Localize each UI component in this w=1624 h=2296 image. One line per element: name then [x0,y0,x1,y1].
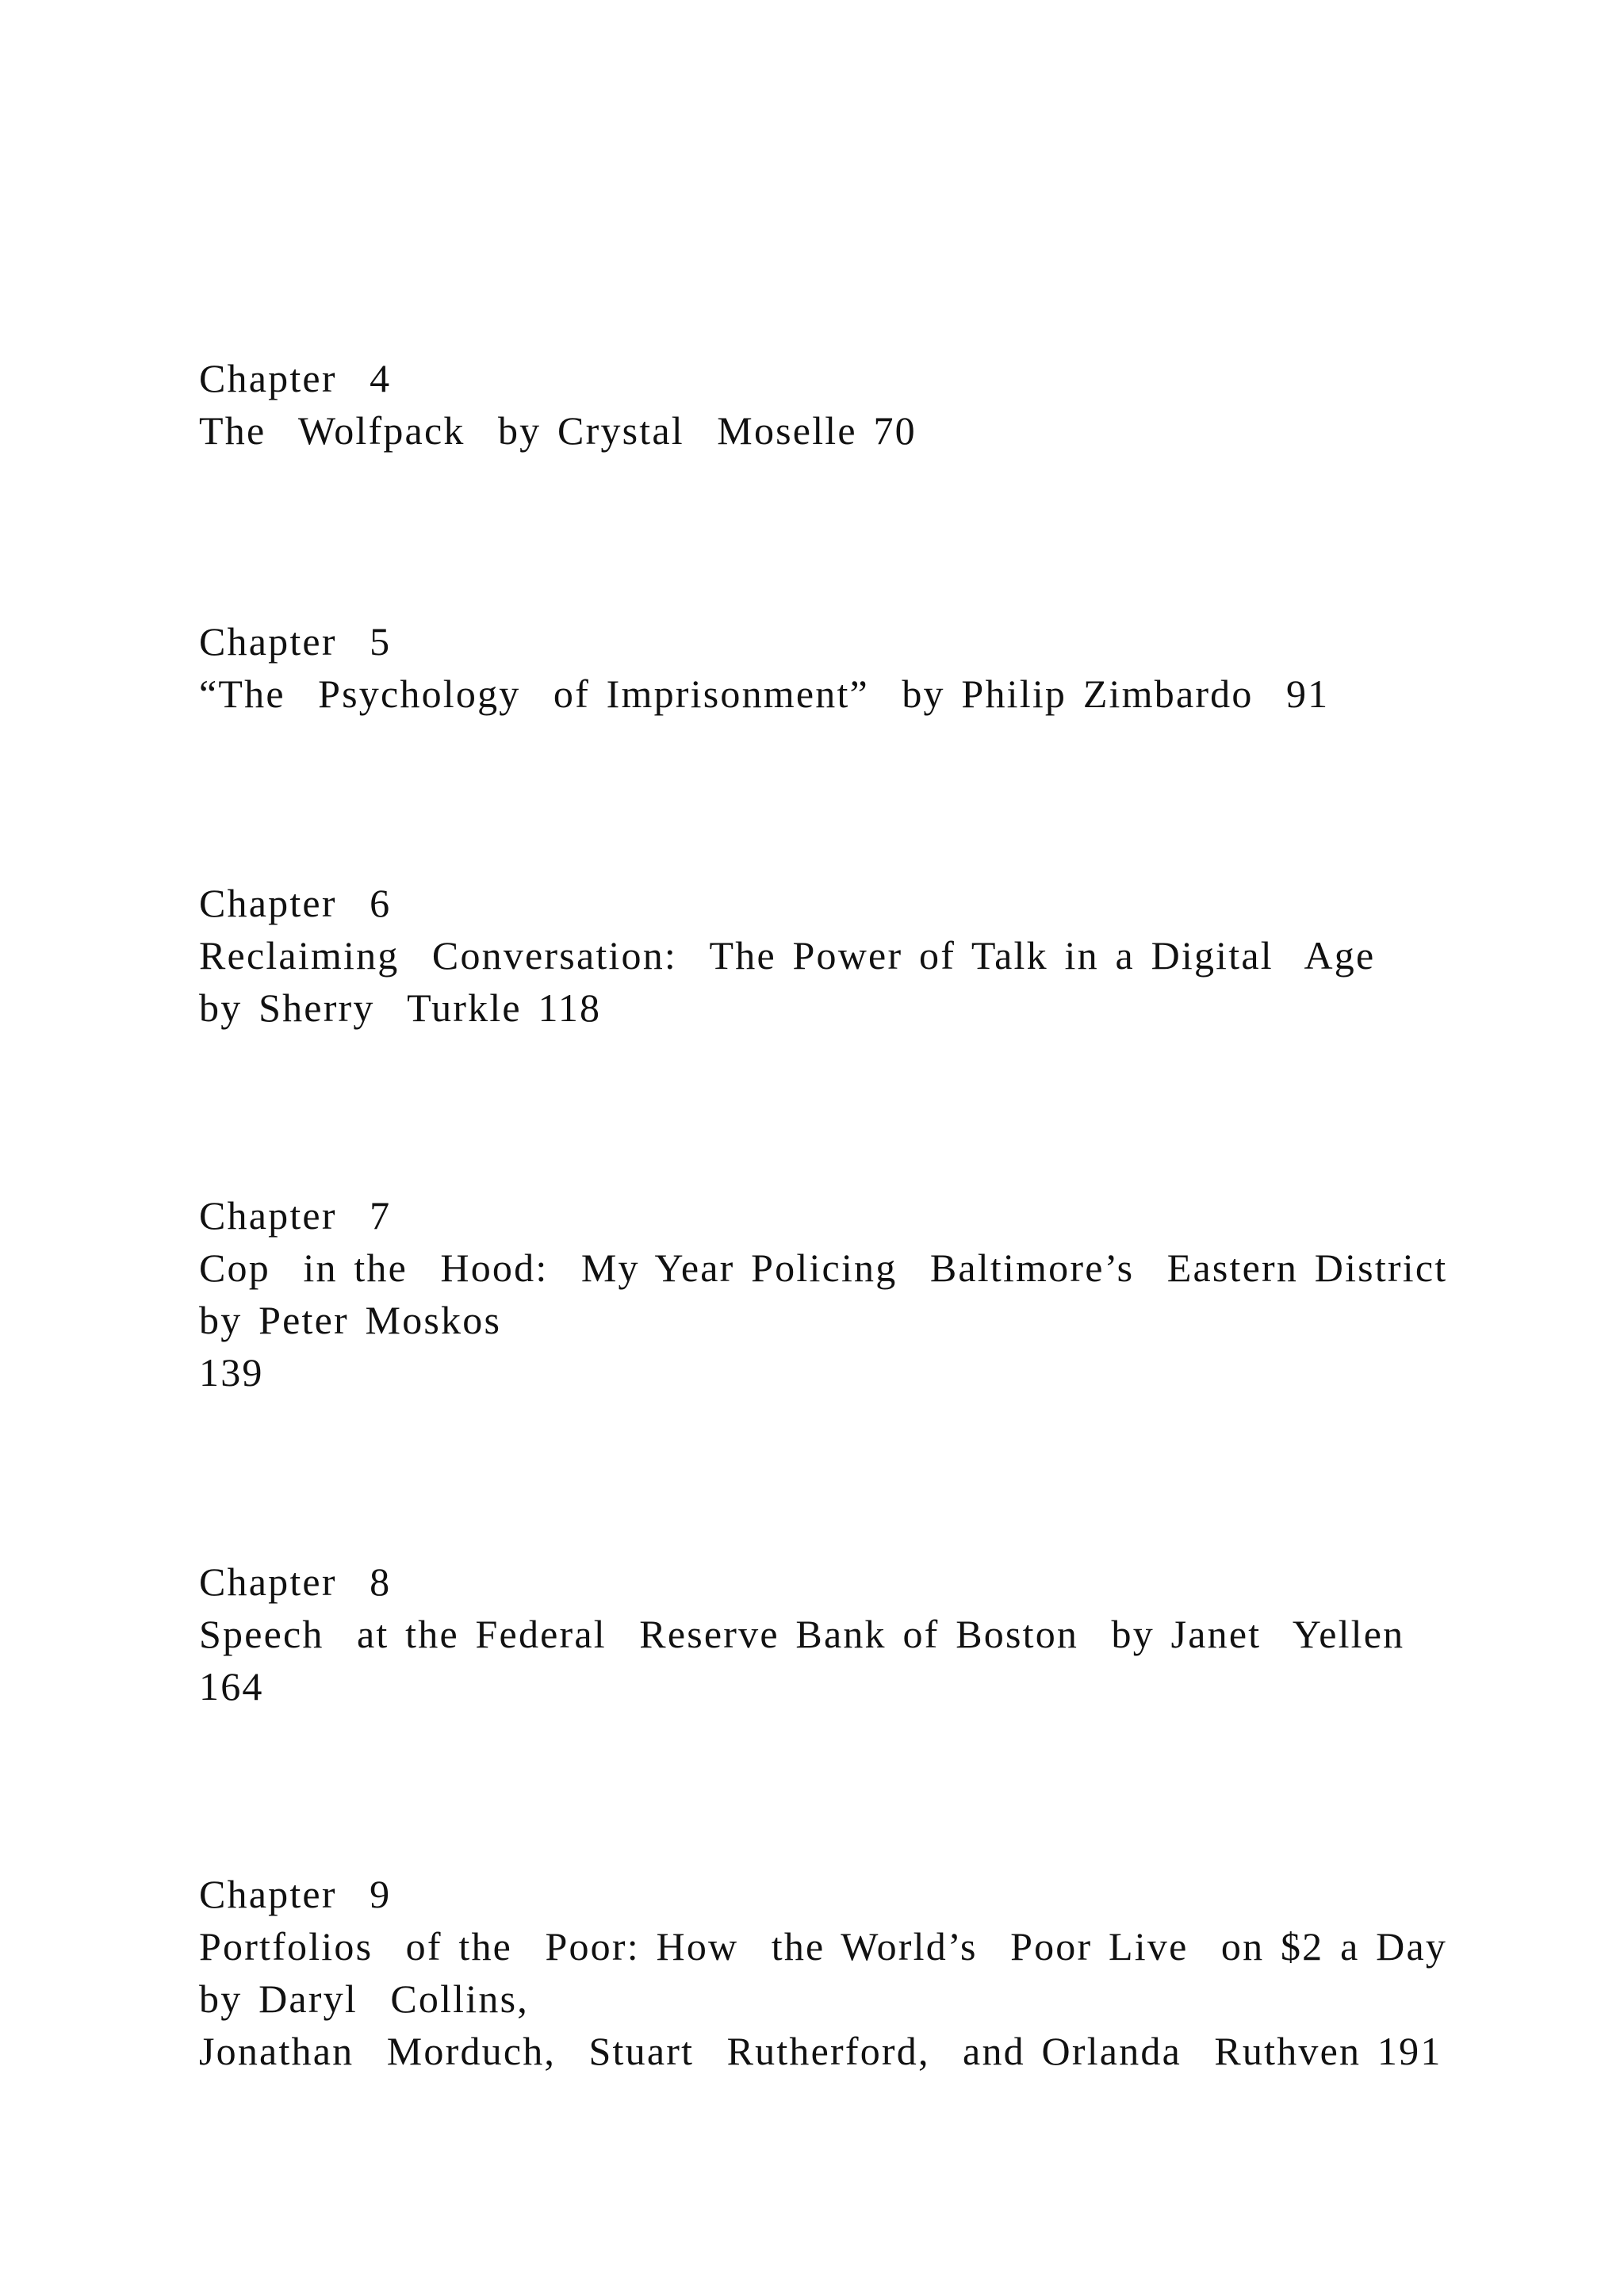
toc-entry-chapter-6 [199,877,1547,1034]
entry-author-line: by Peter Moskos [199,1298,502,1342]
entry-title-line: Cop in the Hood: My Year Policing Baltimore’s Eastern District [199,1246,1448,1290]
toc-entry-chapter-9 [199,1868,1547,2077]
entry-author-page-line: by Sherry Turkle 118 [199,985,602,1030]
chapter-heading: Chapter 7 [199,1193,392,1238]
toc-entry-chapter-8 [199,1556,1547,1712]
toc-entry-chapter-4 [199,352,1547,457]
chapter-heading: Chapter 4 [199,356,392,400]
entry-page-number: 139 [199,1350,264,1395]
toc-entry-chapter-5 [199,615,1547,720]
entry-title-line: The Wolfpack by Crystal Moselle 70 [199,408,917,453]
entry-title-line: Speech at the Federal Reserve Bank of Boston by Janet Yellen [199,1612,1405,1656]
entry-author-page-line: Jonathan Morduch, Stuart Rutherford, and Orlanda Ruthven 191 [199,2029,1442,2073]
chapter-heading: Chapter 8 [199,1559,392,1604]
entry-title-line: Portfolios of the Poor: How the World’s Poor Live on $2 a Day [199,1924,1448,1969]
entry-title-line: Reclaiming Conversation: The Power of Talk in a Digital Age [199,933,1376,978]
entry-title-line: “The Psychology of Imprisonment” by Philip Zimbardo 91 [199,672,1330,716]
entry-page-number: 164 [199,1664,264,1709]
entry-author-line: by Daryl Collins, [199,1976,529,2021]
chapter-heading: Chapter 9 [199,1872,392,1916]
chapter-heading: Chapter 6 [199,881,392,925]
chapter-heading: Chapter 5 [199,619,392,664]
toc-entry-chapter-7 [199,1189,1547,1399]
